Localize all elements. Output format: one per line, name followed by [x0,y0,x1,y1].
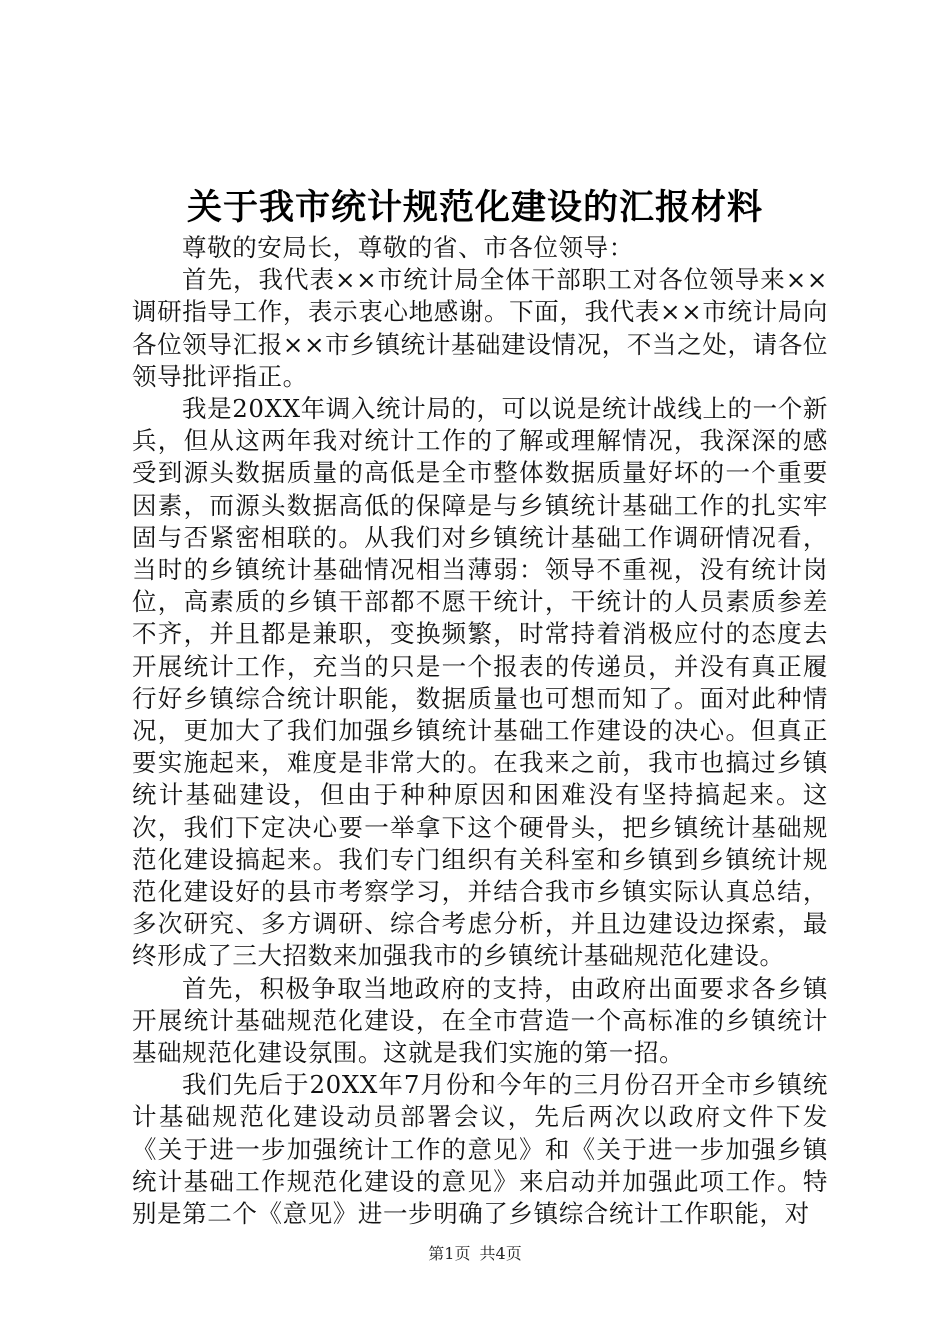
body-paragraph: 首先，我代表××市统计局全体干部职工对各位领导来××调研指导工作，表示衷心地感谢。下面，我代表××市统计局向各位领导汇报××市乡镇统计基础建设情况，不当之处，请各位领导批评指正。 [132,265,828,391]
body-paragraph: 我是20XX年调入统计局的，可以说是统计战线上的一个新兵，但从这两年我对统计工作的了解或理解情况，我深深的感受到源头数据质量的高低是全市整体数据质量好坏的一个重要因素，而源头数据高低的保障是与乡镇统计基础工作的扎实牢固与否紧密相联的。从我们对乡镇统计基础工作调研情况看，当时的乡镇统计基础情况相当薄弱：领导不重视，没有统计岗位，高素质的乡镇干部都不愿干统计，干统计的人员素质参差不齐，并且都是兼职，变换频繁，时常持着消极应付的态度去开展统计工作，充当的只是一个报表的传递员，并没有真正履行好乡镇综合统计职能，数据质量也可想而知了。面对此种情况，更加大了我们加强乡镇统计基础工作建设的决心。但真正要实施起来，难度是非常大的。在我来之前，我市也搞过乡镇统计基础建设，但由于种种原因和困难没有坚持搞起来。这次，我们下定决心要一举拿下这个硬骨头，把乡镇统计基础规范化建设搞起来。我们专门组织有关科室和乡镇到乡镇统计规范化建设好的县市考察学习，并结合我市乡镇实际认真总结，多次研究、多方调研、综合考虑分析，并且边建设边探索，最终形成了三大招数来加强我市的乡镇统计基础规范化建设。 [132,394,828,971]
page-total: 共4页 [479,1244,522,1263]
document-title: 关于我市统计规范化建设的汇报材料 [186,187,763,228]
document-body [132,232,828,1230]
page-number: 第1页 [428,1244,471,1263]
salutation-paragraph: 尊敬的安局长，尊敬的省、市各位领导： [182,233,634,262]
body-paragraph: 我们先后于20XX年7月份和今年的三月份召开全市乡镇统计基础规范化建设动员部署会议，先后两次以政府文件下发《关于进一步加强统计工作的意见》和《关于进一步加强乡镇统计基础工作规范化建设的意见》来启动并加强此项工作。特别是第二个《意见》进一步明确了乡镇综合统计工作职能，对 [132,1070,828,1229]
body-paragraph: 首先，积极争取当地政府的支持，由政府出面要求各乡镇开展统计基础规范化建设，在全市营造一个高标准的乡镇统计基础规范化建设氛围。这就是我们实施的第一招。 [132,973,828,1068]
page-footer [0,1242,950,1266]
